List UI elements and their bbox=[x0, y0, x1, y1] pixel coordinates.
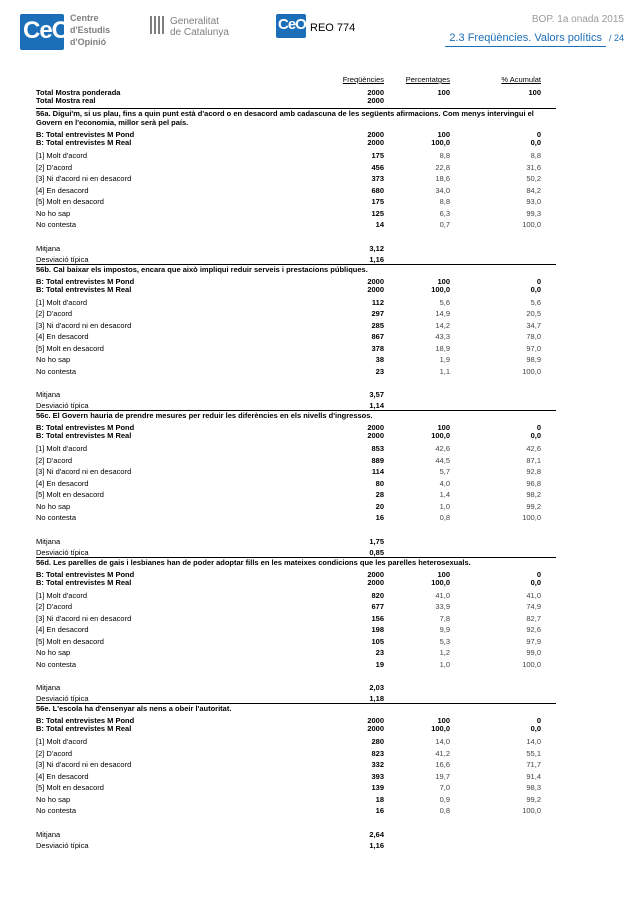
pct-value: 41,2 bbox=[435, 748, 450, 758]
freq-value: 18 bbox=[375, 794, 384, 804]
cum-value: 0,0 bbox=[530, 577, 541, 587]
pct-value: 18,9 bbox=[435, 343, 450, 353]
table-row bbox=[36, 501, 556, 512]
cum-value: 93,0 bbox=[526, 197, 541, 206]
cum-value: 74,9 bbox=[526, 602, 541, 611]
stat-value: 1,16 bbox=[369, 254, 384, 264]
row-label: [3] Ni d'acord ni en desacord bbox=[36, 613, 132, 623]
col-header-freq: Freqüències bbox=[342, 75, 384, 84]
row-label: No contesta bbox=[36, 659, 77, 669]
pct-value: 43,3 bbox=[435, 332, 450, 341]
cum-value: 50,2 bbox=[526, 174, 541, 183]
freq-value: 2000 bbox=[367, 276, 384, 286]
cum-value: 0,0 bbox=[530, 138, 541, 147]
freq-value: 680 bbox=[371, 185, 384, 195]
question-title: 56d. Les parelles de gais i lesbianes han de poder adoptar fills en les mateixes condicions que les parelles heterosexuals. bbox=[36, 557, 471, 567]
freq-value: 23 bbox=[375, 648, 384, 657]
pct-value: 0,8 bbox=[439, 806, 450, 815]
stat-value: 0,85 bbox=[369, 547, 384, 557]
pct-value: 5,3 bbox=[439, 636, 450, 646]
question-title: 56a. Digui'm, si us plau, fins a quin punt està d'acord o en desacord amb cadascuna de les següents afirmacions. Com menys intervingui el Govern en l'economia, millor serà pel país. bbox=[36, 109, 534, 127]
row-label: [3] Ni d'acord ni en desacord bbox=[36, 467, 132, 476]
mean-row bbox=[36, 829, 556, 840]
table-row bbox=[36, 478, 556, 489]
row-label: [1] Molt d'acord bbox=[36, 444, 88, 453]
table-row bbox=[36, 659, 556, 670]
pct-value: 100 bbox=[437, 716, 450, 725]
base-row bbox=[36, 137, 556, 148]
row-label: Desviació típica bbox=[36, 840, 89, 850]
mean-row bbox=[36, 243, 556, 254]
table-row bbox=[36, 443, 556, 454]
pct-value: 1,1 bbox=[439, 366, 450, 376]
row-label: [3] Ni d'acord ni en desacord bbox=[36, 760, 132, 769]
freq-value: 2000 bbox=[367, 423, 384, 432]
cum-value: 20,5 bbox=[526, 309, 541, 318]
freq-value: 889 bbox=[371, 455, 384, 465]
pct-value: 100 bbox=[437, 276, 450, 286]
row-label: [4] En desacord bbox=[36, 185, 89, 195]
freq-value: 2000 bbox=[367, 130, 384, 139]
table-row bbox=[36, 512, 556, 523]
pct-value: 18,6 bbox=[435, 174, 450, 183]
table-row bbox=[36, 759, 556, 770]
row-label: [5] Molt en desacord bbox=[36, 783, 104, 792]
freq-value: 2000 bbox=[367, 138, 384, 147]
freq-value: 2000 bbox=[367, 569, 384, 579]
mean-row bbox=[36, 389, 556, 400]
cum-value: 0,0 bbox=[530, 724, 541, 733]
freq-value: 2000 bbox=[367, 431, 384, 440]
cum-value: 0,0 bbox=[530, 431, 541, 440]
pct-value: 4,0 bbox=[439, 478, 450, 488]
pct-value: 7,8 bbox=[439, 613, 450, 623]
base-row bbox=[36, 723, 556, 734]
cum-value: 0 bbox=[536, 423, 541, 432]
ceo-logo-text: CeO bbox=[23, 17, 70, 44]
cum-value: 100,0 bbox=[522, 806, 541, 815]
org-name bbox=[70, 12, 110, 48]
row-label: [1] Molt d'acord bbox=[36, 737, 88, 746]
ceo-logo bbox=[20, 14, 70, 50]
pct-value: 1,0 bbox=[439, 659, 450, 669]
row-label: Mitjana bbox=[36, 243, 61, 253]
table-row bbox=[36, 647, 556, 658]
freq-value: 2000 bbox=[367, 284, 384, 294]
pct-value: 100,0 bbox=[431, 284, 450, 294]
row-label: [4] En desacord bbox=[36, 332, 89, 341]
freq-value: 175 bbox=[371, 197, 384, 206]
row-label: B: Total entrevistes M Pond bbox=[36, 423, 135, 432]
mean-row bbox=[36, 536, 556, 547]
table-row bbox=[36, 173, 556, 184]
cum-value: 100,0 bbox=[522, 220, 541, 229]
cum-value: 98,2 bbox=[526, 490, 541, 499]
cum-value: 41,0 bbox=[526, 590, 541, 600]
cum-value: 99,2 bbox=[526, 794, 541, 804]
pct-value: 34,0 bbox=[435, 185, 450, 195]
cum-value: 92,6 bbox=[526, 625, 541, 634]
pct-value: 19,7 bbox=[435, 771, 450, 781]
pct-value: 0,8 bbox=[439, 513, 450, 522]
row-label: [4] En desacord bbox=[36, 625, 89, 634]
stat-value: 3,12 bbox=[369, 243, 384, 253]
pct-value: 100 bbox=[437, 423, 450, 432]
pct-value: 100 bbox=[437, 569, 450, 579]
gencat-bars-icon bbox=[150, 16, 164, 34]
cum-value: 91,4 bbox=[526, 771, 541, 781]
cum-value: 97,9 bbox=[526, 636, 541, 646]
freq-value: 2000 bbox=[367, 724, 384, 733]
freq-value: 175 bbox=[371, 151, 384, 160]
stat-value: 3,57 bbox=[369, 390, 384, 399]
freq-value: 198 bbox=[371, 625, 384, 634]
freq-value: 16 bbox=[375, 806, 384, 815]
table-row bbox=[36, 736, 556, 747]
gencat-line1: Generalitat bbox=[170, 16, 219, 27]
freq-value: 156 bbox=[371, 613, 384, 623]
col-header-cum: % Acumulat bbox=[501, 75, 541, 84]
row-label: Desviació típica bbox=[36, 694, 89, 703]
cum-value: 96,8 bbox=[526, 478, 541, 488]
table-row bbox=[36, 150, 556, 161]
row-label: Mitjana bbox=[36, 829, 61, 839]
base-row bbox=[36, 284, 556, 295]
freq-value: 20 bbox=[375, 501, 384, 511]
table-row bbox=[36, 162, 556, 173]
pct-value: 1,2 bbox=[439, 648, 450, 657]
cum-value: 78,0 bbox=[526, 332, 541, 341]
pct-value: 14,0 bbox=[435, 737, 450, 746]
freq-value: 2000 bbox=[367, 716, 384, 725]
row-label: B: Total entrevistes M Real bbox=[36, 284, 132, 294]
row-label: [3] Ni d'acord ni en desacord bbox=[36, 320, 132, 330]
pct-value: 100 bbox=[437, 130, 450, 139]
row-label: No ho sap bbox=[36, 355, 71, 364]
base-row bbox=[36, 577, 556, 588]
cum-value: 8,8 bbox=[530, 151, 541, 160]
row-label: Desviació típica bbox=[36, 547, 89, 557]
table-row bbox=[36, 805, 556, 816]
row-label: [5] Molt en desacord bbox=[36, 343, 104, 353]
pct-value: 14,2 bbox=[435, 320, 450, 330]
ceo-small-logo bbox=[276, 14, 306, 38]
reo-code: REO 774 bbox=[310, 22, 356, 34]
row-label: Mitjana bbox=[36, 390, 61, 399]
table-row bbox=[36, 331, 556, 342]
row-label: No contesta bbox=[36, 366, 77, 376]
table-row bbox=[36, 782, 556, 793]
pct-value: 100,0 bbox=[431, 138, 450, 147]
pct-value: 14,9 bbox=[435, 309, 450, 318]
table-row bbox=[36, 794, 556, 805]
row-label: B: Total entrevistes M Pond bbox=[36, 130, 135, 139]
pct-value: 1,0 bbox=[439, 501, 450, 511]
table-row bbox=[36, 613, 556, 624]
table-row bbox=[36, 636, 556, 647]
pct-value: 8,8 bbox=[439, 197, 450, 206]
freq-value: 19 bbox=[375, 659, 384, 669]
row-label: [1] Molt d'acord bbox=[36, 297, 88, 307]
cum-value: 100,0 bbox=[522, 366, 541, 376]
pct-value: 5,7 bbox=[439, 467, 450, 476]
freq-value: 14 bbox=[375, 220, 384, 229]
org-name-line1: Centre bbox=[70, 13, 99, 23]
page-header bbox=[0, 0, 638, 50]
column-headers bbox=[36, 74, 556, 85]
freq-value: 677 bbox=[371, 602, 384, 611]
row-label: No ho sap bbox=[36, 501, 71, 511]
table-row bbox=[36, 455, 556, 466]
question-title: 56c. El Govern hauria de prendre mesures per reduir les diferències en els nivells d'ingressos. bbox=[36, 411, 373, 420]
table-row bbox=[36, 366, 556, 377]
gencat-name bbox=[170, 16, 229, 38]
table-row bbox=[36, 624, 556, 635]
cum-value: 14,0 bbox=[526, 737, 541, 746]
table-row bbox=[36, 219, 556, 230]
pct-value: 6,3 bbox=[439, 208, 450, 218]
row-label: No contesta bbox=[36, 220, 77, 229]
cum-value: 0 bbox=[536, 569, 541, 579]
pct-value: 100,0 bbox=[431, 577, 450, 587]
freq-value: 23 bbox=[375, 366, 384, 376]
row-label: [2] D'acord bbox=[36, 748, 73, 758]
cum-value: 34,7 bbox=[526, 320, 541, 330]
freq-value: 80 bbox=[375, 478, 384, 488]
freq-value: 297 bbox=[371, 309, 384, 318]
org-name-line3: d'Opinió bbox=[70, 37, 107, 47]
cum-value: 0 bbox=[536, 276, 541, 286]
cum-value: 100,0 bbox=[522, 659, 541, 669]
pct-value: 100 bbox=[437, 88, 450, 97]
row-label: No contesta bbox=[36, 513, 77, 522]
pct-value: 100,0 bbox=[431, 431, 450, 440]
row-label: Total Mostra real bbox=[36, 96, 96, 105]
pct-value: 1,4 bbox=[439, 490, 450, 499]
cum-value: 99,3 bbox=[526, 208, 541, 218]
question-title: 56e. L'escola ha d'ensenyar als nens a obeir l'autoritat. bbox=[36, 704, 232, 713]
table-row bbox=[36, 208, 556, 219]
row-label: [2] D'acord bbox=[36, 162, 73, 172]
stat-value: 1,16 bbox=[369, 840, 384, 850]
freq-value: 105 bbox=[371, 636, 384, 646]
cum-value: 99,0 bbox=[526, 648, 541, 657]
freq-value: 112 bbox=[371, 297, 384, 307]
table-row bbox=[36, 320, 556, 331]
cum-value: 0 bbox=[536, 716, 541, 725]
cum-value: 100 bbox=[528, 88, 541, 97]
table-row bbox=[36, 771, 556, 782]
stddev-row bbox=[36, 840, 556, 851]
row-label: No ho sap bbox=[36, 208, 71, 218]
org-name-line2: d'Estudis bbox=[70, 25, 111, 35]
pct-value: 22,8 bbox=[435, 162, 450, 172]
pct-value: 8,8 bbox=[439, 151, 450, 160]
bop-label: BOP. 1a onada 2015 bbox=[531, 14, 624, 25]
table-row bbox=[36, 308, 556, 319]
page-number: / 24 bbox=[608, 33, 624, 43]
pct-value: 42,6 bbox=[435, 444, 450, 453]
row-label: Mitjana bbox=[36, 536, 61, 546]
freq-value: 285 bbox=[371, 320, 384, 330]
cum-value: 0,0 bbox=[530, 284, 541, 294]
table-row bbox=[36, 185, 556, 196]
row-label: No contesta bbox=[36, 806, 77, 815]
freq-value: 28 bbox=[375, 490, 384, 499]
row-label: B: Total entrevistes M Pond bbox=[36, 276, 135, 286]
freq-value: 125 bbox=[371, 208, 384, 218]
freq-value: 114 bbox=[371, 467, 384, 476]
freq-value: 280 bbox=[371, 737, 384, 746]
freq-value: 373 bbox=[371, 174, 384, 183]
row-label: [5] Molt en desacord bbox=[36, 636, 104, 646]
row-label: Total Mostra ponderada bbox=[36, 88, 121, 97]
pct-value: 7,0 bbox=[439, 783, 450, 792]
pct-value: 41,0 bbox=[435, 590, 450, 600]
cum-value: 98,3 bbox=[526, 783, 541, 792]
row-label: [1] Molt d'acord bbox=[36, 151, 88, 160]
freq-value: 853 bbox=[371, 444, 384, 453]
row-label: [4] En desacord bbox=[36, 771, 89, 781]
row-label: [5] Molt en desacord bbox=[36, 490, 104, 499]
row-label: [3] Ni d'acord ni en desacord bbox=[36, 174, 132, 183]
cum-value: 99,2 bbox=[526, 501, 541, 511]
stat-value: 2,03 bbox=[369, 683, 384, 692]
row-label: B: Total entrevistes M Real bbox=[36, 724, 132, 733]
cum-value: 42,6 bbox=[526, 444, 541, 453]
question-title: 56b. Cal baixar els impostos, encara que això impliqui reduir serveis i prestacions públiques. bbox=[36, 264, 368, 274]
cum-value: 98,9 bbox=[526, 355, 541, 364]
freq-value: 2000 bbox=[367, 88, 384, 97]
table-row bbox=[36, 196, 556, 207]
row-label: [5] Molt en desacord bbox=[36, 197, 104, 206]
freq-value: 378 bbox=[371, 343, 384, 353]
freq-value: 867 bbox=[371, 332, 384, 341]
cum-value: 55,1 bbox=[526, 748, 541, 758]
cum-value: 97,0 bbox=[526, 343, 541, 353]
row-label: B: Total entrevistes M Pond bbox=[36, 569, 135, 579]
cum-value: 0 bbox=[536, 130, 541, 139]
cum-value: 100,0 bbox=[522, 513, 541, 522]
freq-value: 456 bbox=[371, 162, 384, 172]
freq-value: 2000 bbox=[367, 577, 384, 587]
table-row bbox=[36, 601, 556, 612]
pct-value: 5,6 bbox=[439, 297, 450, 307]
table-row bbox=[36, 489, 556, 500]
pct-value: 0,7 bbox=[439, 220, 450, 229]
row-label: Mitjana bbox=[36, 683, 61, 692]
cum-value: 5,6 bbox=[530, 297, 541, 307]
section-title: 2.3 Freqüències. Valors polítics bbox=[449, 32, 602, 44]
mean-row bbox=[36, 682, 556, 693]
ceo-small-logo-text: CeO bbox=[278, 16, 306, 33]
row-label: B: Total entrevistes M Real bbox=[36, 577, 132, 587]
freq-value: 16 bbox=[375, 513, 384, 522]
stat-value: 1,18 bbox=[369, 694, 384, 703]
row-label: B: Total entrevistes M Real bbox=[36, 431, 132, 440]
base-row bbox=[36, 430, 556, 441]
freq-value: 2000 bbox=[367, 96, 384, 105]
table-row bbox=[36, 590, 556, 601]
pct-value: 44,5 bbox=[435, 455, 450, 465]
cum-value: 82,7 bbox=[526, 613, 541, 623]
stat-value: 2,64 bbox=[369, 829, 384, 839]
pct-value: 16,6 bbox=[435, 760, 450, 769]
table-row bbox=[36, 343, 556, 354]
cum-value: 71,7 bbox=[526, 760, 541, 769]
row-label: [4] En desacord bbox=[36, 478, 89, 488]
pct-value: 1,9 bbox=[439, 355, 450, 364]
cum-value: 31,6 bbox=[526, 162, 541, 172]
freq-value: 823 bbox=[371, 748, 384, 758]
table-row bbox=[36, 354, 556, 365]
cum-value: 84,2 bbox=[526, 185, 541, 195]
freq-value: 332 bbox=[371, 760, 384, 769]
table-row bbox=[36, 466, 556, 477]
freq-value: 38 bbox=[375, 355, 384, 364]
row-label: Desviació típica bbox=[36, 254, 89, 264]
table-row bbox=[36, 748, 556, 759]
row-label: [2] D'acord bbox=[36, 309, 73, 318]
col-header-pct: Percentatges bbox=[405, 75, 450, 84]
row-label: Desviació típica bbox=[36, 401, 89, 410]
row-label: [2] D'acord bbox=[36, 602, 73, 611]
cum-value: 92,8 bbox=[526, 467, 541, 476]
total-row bbox=[36, 95, 556, 106]
gencat-line2: de Catalunya bbox=[170, 27, 229, 38]
row-label: [2] D'acord bbox=[36, 455, 73, 465]
row-label: No ho sap bbox=[36, 648, 71, 657]
cum-value: 87,1 bbox=[526, 455, 541, 465]
row-label: No ho sap bbox=[36, 794, 71, 804]
pct-value: 9,9 bbox=[439, 625, 450, 634]
row-label: B: Total entrevistes M Pond bbox=[36, 716, 135, 725]
pct-value: 100,0 bbox=[431, 724, 450, 733]
row-label: B: Total entrevistes M Real bbox=[36, 138, 132, 147]
freq-value: 139 bbox=[371, 783, 384, 792]
pct-value: 0,9 bbox=[439, 794, 450, 804]
table-row bbox=[36, 297, 556, 308]
pct-value: 33,9 bbox=[435, 602, 450, 611]
freq-value: 393 bbox=[371, 771, 384, 781]
freq-value: 820 bbox=[371, 590, 384, 600]
stat-value: 1,14 bbox=[369, 401, 384, 410]
row-label: [1] Molt d'acord bbox=[36, 590, 88, 600]
stat-value: 1,75 bbox=[369, 536, 384, 546]
